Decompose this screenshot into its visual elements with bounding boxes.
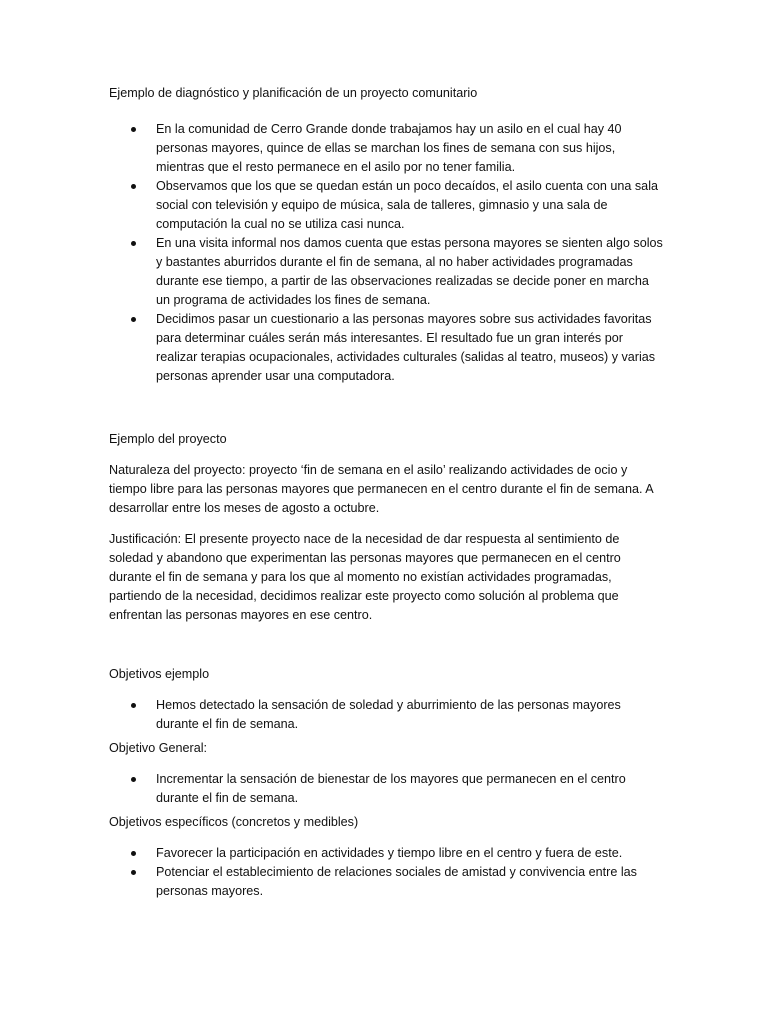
bullet-icon (131, 184, 136, 189)
list-item-text: Potenciar el establecimiento de relaciones sociales de amistad y convivencia entre las personas mayores. (156, 865, 637, 898)
bullet-icon (131, 241, 136, 246)
objetivos-especificos-list (109, 844, 664, 901)
list-item-text: En una visita informal nos damos cuenta que estas persona mayores se sienten algo solos y bastantes aburridos durante el fin de semana, al no haber actividades programadas durante ese tiempo, a partir de las observaciones realizadas se decide poner en marcha un programa de actividades los fines de semana. (156, 236, 663, 307)
bullet-icon (131, 870, 136, 875)
proyecto-heading: Ejemplo del proyecto (109, 432, 227, 446)
bullet-icon (131, 703, 136, 708)
objetivos-list (109, 696, 664, 734)
list-item-text: Observamos que los que se quedan están un poco decaídos, el asilo cuenta con una sala social con televisión y equipo de música, sala de talleres, gimnasio y una sala de computación la cual no se utiliza casi nunca. (156, 179, 658, 231)
bullet-icon (131, 317, 136, 322)
bullet-icon (131, 127, 136, 132)
bullet-icon (131, 777, 136, 782)
list-item-text: Incrementar la sensación de bienestar de los mayores que permanecen en el centro durante el fin de semana. (156, 772, 626, 805)
list-item (109, 844, 664, 863)
list-item-text: Decidimos pasar un cuestionario a las personas mayores sobre sus actividades favoritas para determinar cuáles serán más interesantes. El resultado fue un gran interés por realizar terapias ocupacionales, actividades culturales (salidas al teatro, museos) y varias personas aprender usar una computadora. (156, 312, 656, 383)
list-item (109, 120, 664, 177)
objetivos-heading: Objetivos ejemplo (109, 667, 210, 681)
list-item (109, 234, 664, 310)
objetivo-general-heading: Objetivo General: (109, 741, 208, 755)
objetivos-especificos-heading: Objetivos específicos (concretos y medibles) (109, 815, 359, 829)
justificacion-paragraph: Justificación: El presente proyecto nace de la necesidad de dar respuesta al sentimiento de soledad y abandono que experimentan las personas mayores que permanecen en el centro durante el fin de semana y para los que al momento no existían actividades programadas, partiendo de la necesidad, decidimos realizar este proyecto como solución al problema que enfrentan las personas mayores en ese centro. (109, 532, 621, 622)
document-content (109, 84, 664, 901)
list-item-text: Hemos detectado la sensación de soledad y aburrimiento de las personas mayores durante el fin de semana. (156, 698, 621, 731)
naturaleza-paragraph: Naturaleza del proyecto: proyecto ‘fin de semana en el asilo’ realizando actividades de ocio y tiempo libre para las personas mayores que permanecen en el centro durante el fin de semana. A desarrollar entre los meses de agosto a octubre. (109, 463, 653, 515)
list-item (109, 310, 664, 386)
list-item (109, 177, 664, 234)
list-item (109, 863, 664, 901)
diagnostico-list (109, 120, 664, 386)
document-title: Ejemplo de diagnóstico y planificación de un proyecto comunitario (109, 86, 478, 100)
objetivo-general-list (109, 770, 664, 808)
list-item (109, 696, 664, 734)
list-item-text: Favorecer la participación en actividades y tiempo libre en el centro y fuera de este. (156, 846, 623, 860)
list-item (109, 770, 664, 808)
list-item-text: En la comunidad de Cerro Grande donde trabajamos hay un asilo en el cual hay 40 personas mayores, quince de ellas se marchan los fines de semana con sus hijos, mientras que el resto permanece en el asilo por no tener familia. (156, 122, 622, 174)
bullet-icon (131, 851, 136, 856)
